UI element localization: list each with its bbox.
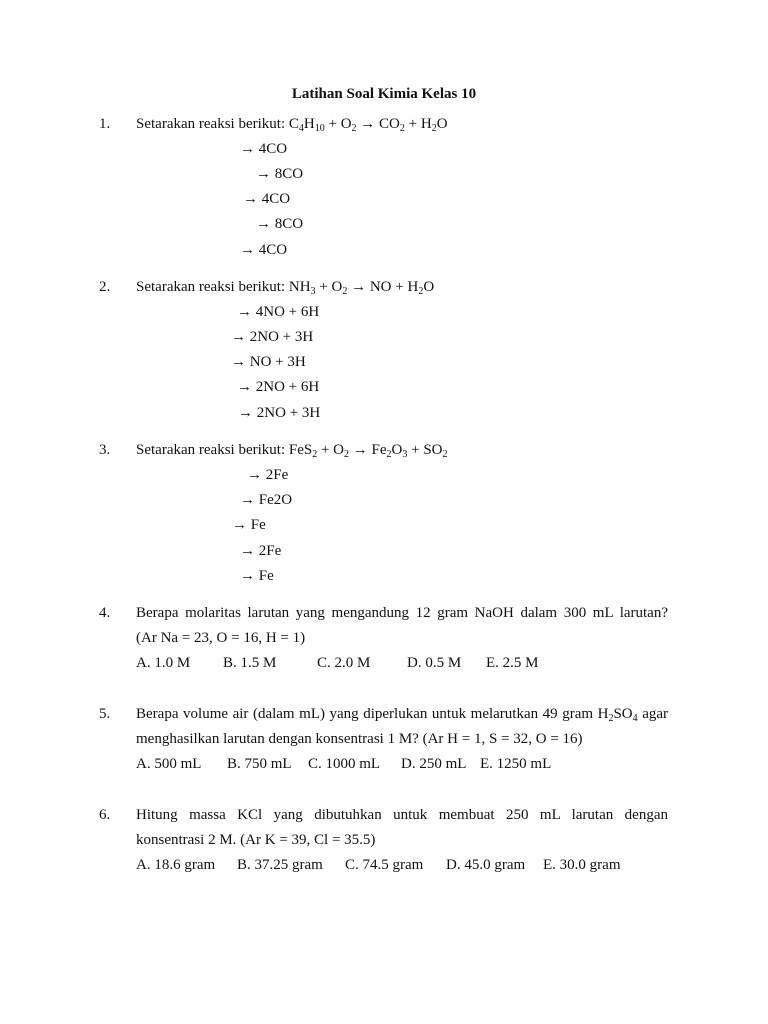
- reaction-step: → 8CO: [256, 166, 304, 182]
- option-a: A. 500 mL: [136, 756, 202, 772]
- reaction-step: → 4CO: [243, 191, 291, 207]
- question-number: 5.: [99, 706, 111, 722]
- reaction-step: → Fe: [240, 568, 274, 584]
- question-text: Setarakan reaksi berikut: $FeS_2 + O_2 \to Fe_2O_3 + SO_2$: [136, 442, 448, 460]
- option-c: C. 74.5 gram: [345, 857, 424, 873]
- option-d: D. 45.0 gram: [446, 857, 526, 873]
- question-number: 6.: [99, 807, 111, 823]
- reaction-step: → 2NO + 3H: [231, 329, 314, 345]
- question-text: Setarakan reaksi berikut: $NH_3 + O_2$ → NO + $H_2O$: [136, 279, 435, 297]
- option-c: C. 2.0 M: [317, 655, 371, 671]
- reaction-step: → 4NO + 6H: [237, 304, 320, 320]
- option-d: D. 0.5 M: [407, 655, 462, 671]
- reaction-step: → 4CO: [240, 141, 288, 157]
- reaction-step: → 2NO + 3H: [238, 405, 321, 421]
- option-b: B. 750 mL: [227, 756, 292, 772]
- reaction-step: → NO + 3H: [231, 354, 306, 370]
- question-text-continued: (Ar Na = 23, O = 16, H = 1): [136, 630, 306, 646]
- reaction-step: → Fe: [232, 517, 266, 533]
- option-b: B. 37.25 gram: [237, 857, 323, 873]
- question-number: 2.: [99, 279, 111, 295]
- option-d: D. 250 mL: [401, 756, 467, 772]
- option-b: B. 1.5 M: [223, 655, 277, 671]
- question-number: 1.: [99, 116, 111, 132]
- reaction-step: → 2Fe: [240, 543, 282, 559]
- question-text: Berapa molaritas larutan yang mengandung 12 gram NaOH dalam 300 mL larutan?: [136, 605, 668, 621]
- reaction-step: → 2Fe: [247, 467, 289, 483]
- question-text: Berapa volume air (dalam mL) yang diperlukan untuk melarutkan 49 gram $H_2SO_4$ agar: [136, 706, 669, 724]
- reaction-step: → 8CO: [256, 216, 304, 232]
- option-c: C. 1000 mL: [308, 756, 381, 772]
- option-e: E. 2.5 M: [486, 655, 539, 671]
- reaction-step: → Fe2O: [240, 492, 293, 508]
- option-e: E. 1250 mL: [480, 756, 552, 772]
- reaction-step: → 4CO: [240, 242, 288, 258]
- option-e: E. 30.0 gram: [543, 857, 621, 873]
- option-a: A. 1.0 M: [136, 655, 191, 671]
- reaction-step: → 2NO + 6H: [237, 379, 320, 395]
- question-text: Setarakan reaksi berikut: $C_4H_{10} + O_2 \to CO_2 + H_2O$: [136, 116, 448, 134]
- document-title: Latihan Soal Kimia Kelas 10: [291, 86, 477, 102]
- option-a: A. 18.6 gram: [136, 857, 216, 873]
- question-text-continued: konsentrasi 2 M. (Ar K = 39, Cl = 35.5): [136, 832, 376, 848]
- question-text-continued: menghasilkan larutan dengan konsentrasi 1 M? (Ar H = 1, S = 32, O = 16): [136, 731, 583, 747]
- question-number: 4.: [99, 605, 111, 621]
- question-text: Hitung massa KCl yang dibutuhkan untuk membuat 250 mL larutan dengan: [136, 807, 668, 823]
- question-number: 3.: [99, 442, 111, 458]
